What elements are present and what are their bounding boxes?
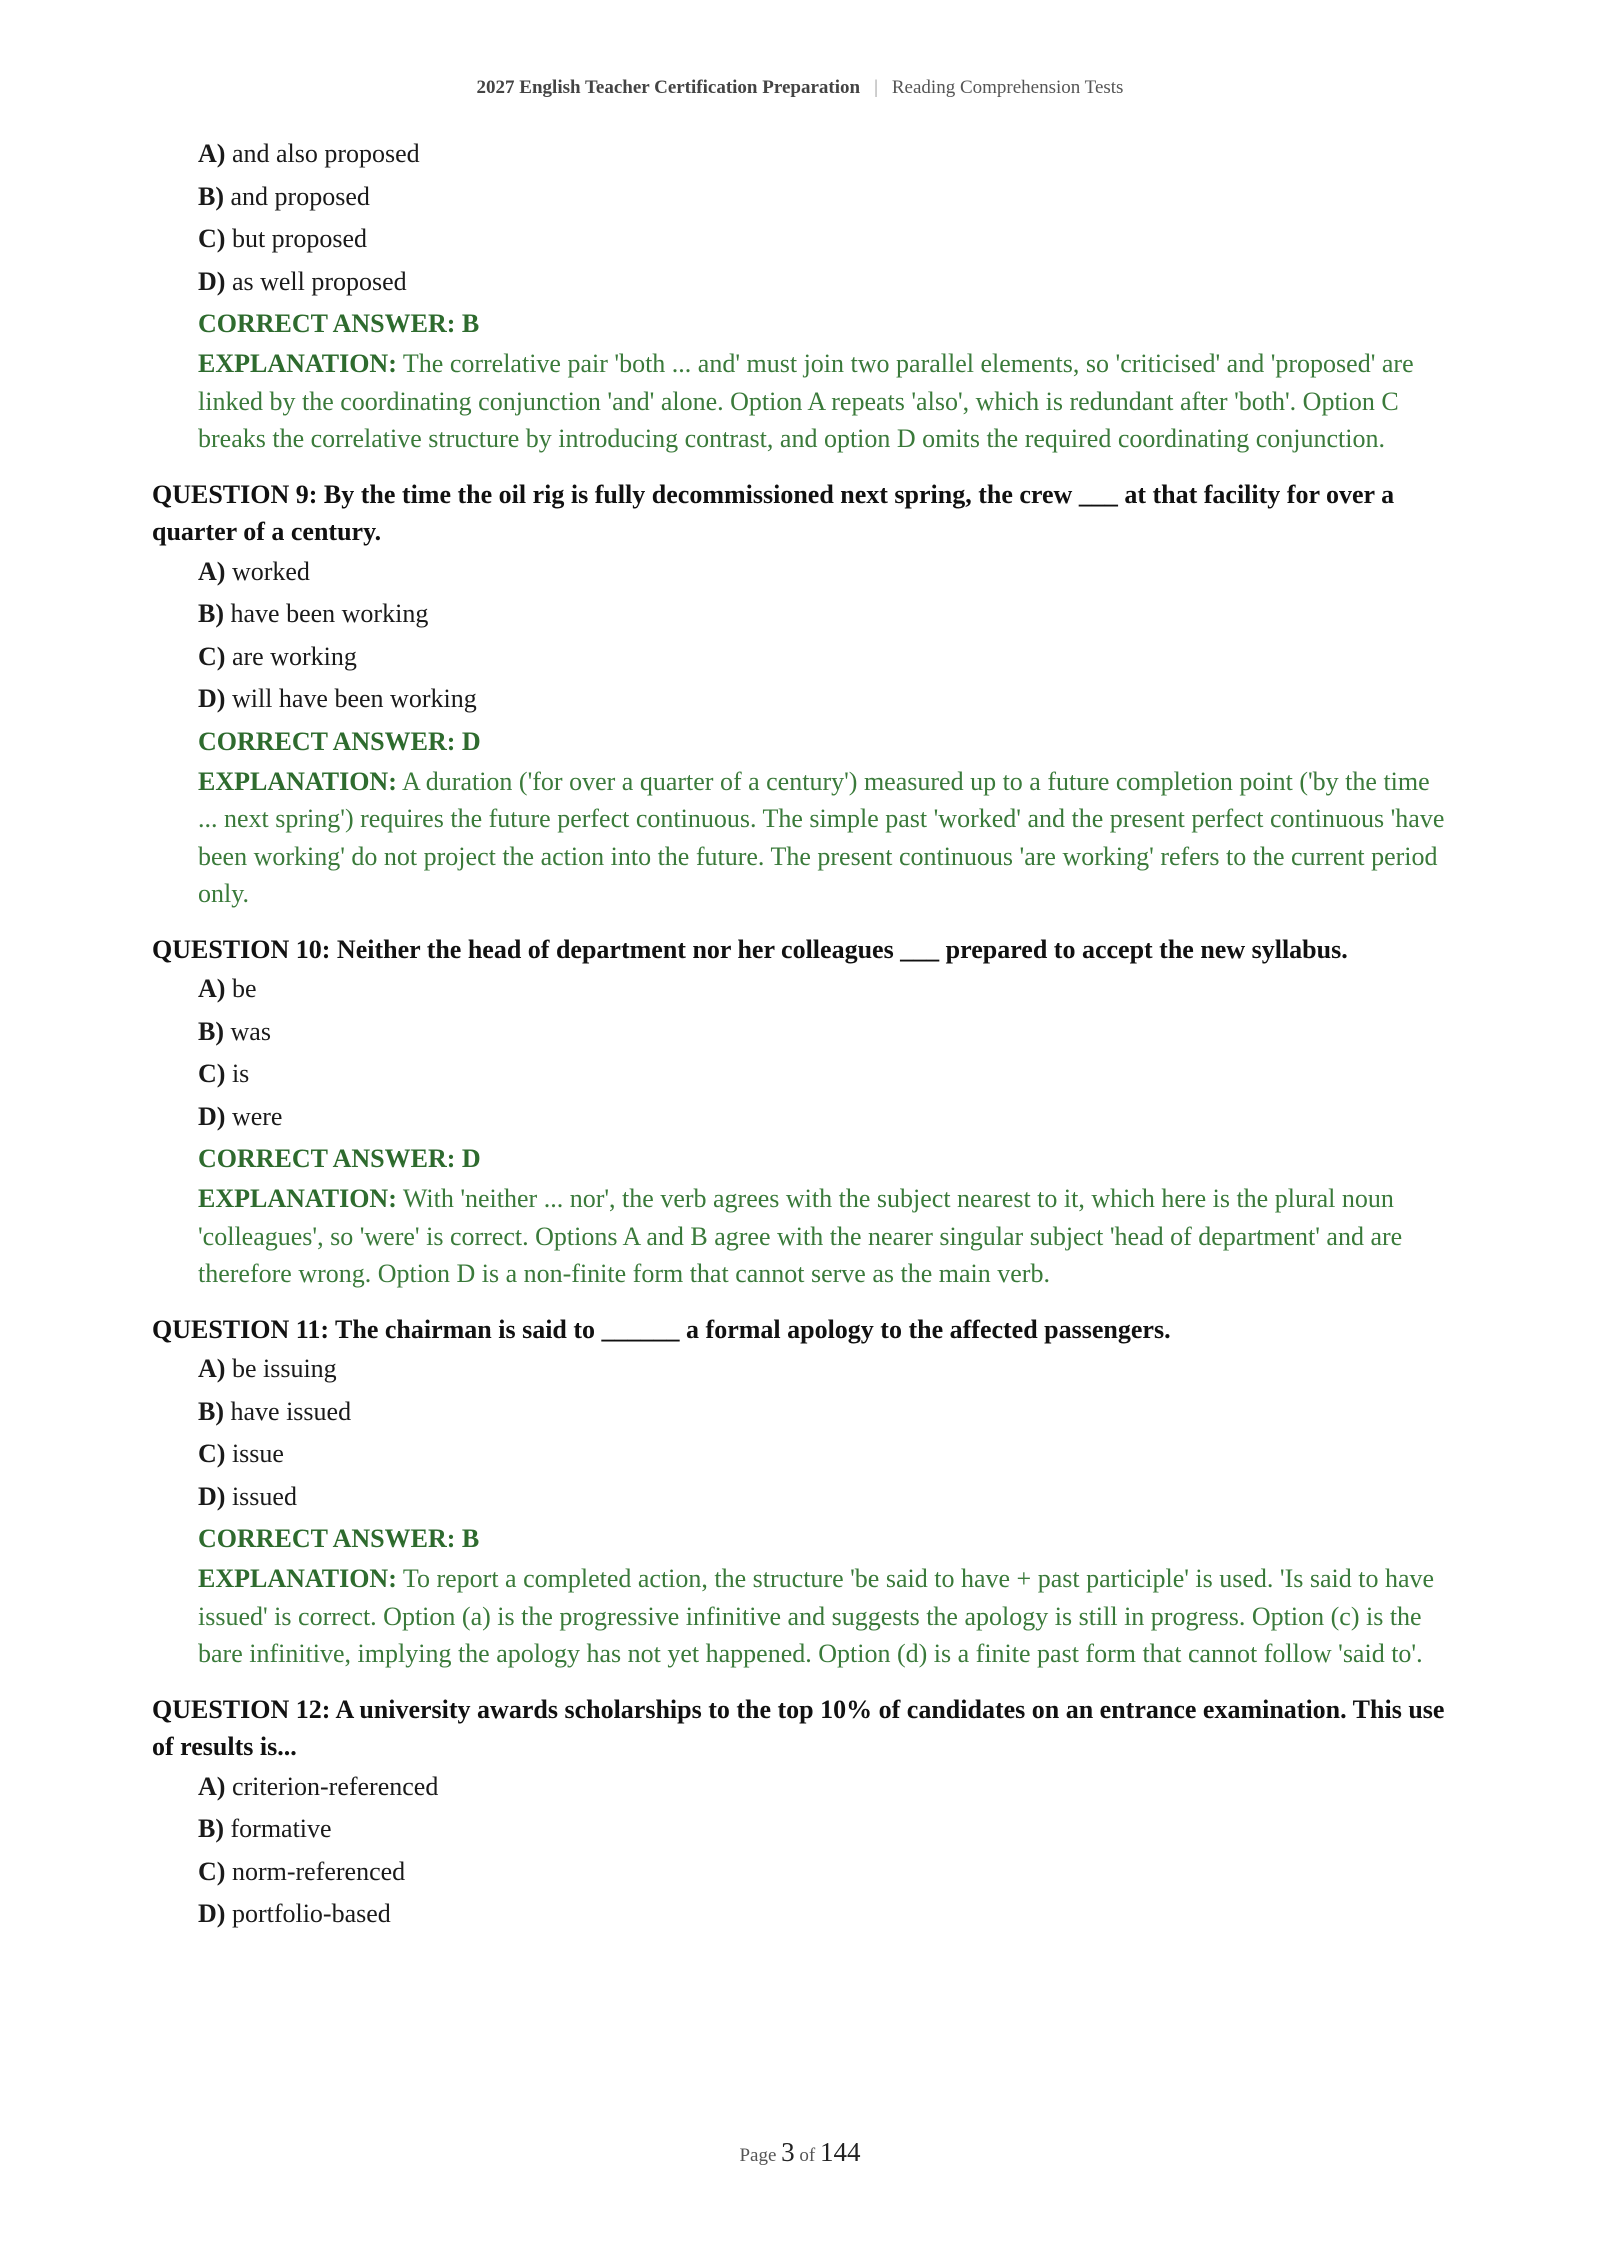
option-letter: C) xyxy=(198,224,226,253)
option-letter: A) xyxy=(198,139,226,168)
explanation-text: With 'neither ... nor', the verb agrees with the subject nearest to it, which here is the plural noun 'colleagues', so 'were' is correct. Options A and B agree with the nearer singular subject 'head of department' and are therefore wrong. Option D is a non-finite form that cannot serve as the main verb. xyxy=(198,1184,1403,1288)
explanation-text: To report a completed action, the structure 'be said to have + past participle' is used. 'Is said to have issued' is correct. Option (a) is the progressive infinitive and suggests the apology is still in progress. Option (c) is the bare infinitive, implying the apology has not yet happened. Option (d) is a finite past form that cannot follow 'said to'. xyxy=(198,1564,1435,1668)
answer-options xyxy=(152,133,1452,303)
option-text: worked xyxy=(231,556,310,586)
header-title: 2027 English Teacher Certification Preparation xyxy=(476,77,861,98)
answer-options xyxy=(152,1348,1452,1518)
option-text: issue xyxy=(231,1439,284,1468)
option-letter: D) xyxy=(198,1101,226,1131)
option-b xyxy=(198,1011,1452,1054)
option-d xyxy=(198,1476,1452,1519)
explanation-label: EXPLANATION: xyxy=(198,766,397,796)
question-10 xyxy=(152,931,1452,1293)
correct-answer: CORRECT ANSWER: B xyxy=(198,309,480,338)
option-text: are working xyxy=(231,641,357,671)
option-b xyxy=(198,1808,1452,1851)
option-d xyxy=(198,1096,1452,1139)
answer-options xyxy=(152,968,1452,1138)
option-a xyxy=(198,133,1452,176)
page-number: 3 xyxy=(781,2137,795,2167)
option-text: will have been working xyxy=(231,684,477,713)
option-letter: C) xyxy=(198,1059,226,1088)
option-text: norm-referenced xyxy=(231,1856,406,1886)
total-pages: 144 xyxy=(820,2137,861,2167)
page-label: Page xyxy=(739,2145,777,2166)
option-text: as well proposed xyxy=(231,266,407,296)
header-section: Reading Comprehension Tests xyxy=(891,77,1124,98)
option-d xyxy=(198,1893,1452,1936)
explanation-label: EXPLANATION: xyxy=(198,349,397,378)
option-a xyxy=(198,551,1452,594)
option-text: have been working xyxy=(230,599,429,628)
option-letter: A) xyxy=(198,974,226,1003)
option-letter: B) xyxy=(198,181,224,211)
option-letter: D) xyxy=(198,684,226,713)
option-text: and also proposed xyxy=(231,139,420,168)
option-c xyxy=(198,1851,1452,1894)
option-letter: D) xyxy=(198,266,226,296)
question-9 xyxy=(152,476,1452,913)
option-text: issued xyxy=(231,1481,297,1511)
correct-answer: CORRECT ANSWER: D xyxy=(198,726,481,756)
option-a xyxy=(198,968,1452,1011)
question-text: QUESTION 11: The chairman is said to ______ a formal apology to the affected passengers. xyxy=(152,1314,1171,1344)
question-11 xyxy=(152,1311,1452,1673)
answer-options xyxy=(152,1766,1452,1936)
explanation-text: The correlative pair 'both ... and' must join two parallel elements, so 'criticised' and 'proposed' are linked by the coordinating conjunction 'and' alone. Option A repeats 'also', which is redundant after 'both'. Option C breaks the correlative structure by introducing contrast, and option D omits the required coordinating conjunction. xyxy=(198,349,1414,453)
option-letter: A) xyxy=(198,1354,226,1383)
question-text: QUESTION 10: Neither the head of department nor her colleagues ___ prepared to accept the new syllabus. xyxy=(152,934,1348,964)
page-content xyxy=(152,133,1452,1936)
option-letter: D) xyxy=(198,1899,226,1928)
option-letter: C) xyxy=(198,1856,226,1886)
correct-answer: CORRECT ANSWER: B xyxy=(198,1524,480,1553)
option-letter: A) xyxy=(198,556,226,586)
option-letter: B) xyxy=(198,1396,224,1426)
question-8-continued xyxy=(152,133,1452,458)
answer-options xyxy=(152,551,1452,721)
option-letter: D) xyxy=(198,1481,226,1511)
option-text: portfolio-based xyxy=(231,1899,391,1928)
option-text: and proposed xyxy=(230,181,370,211)
option-b xyxy=(198,1391,1452,1434)
option-text: but proposed xyxy=(231,224,367,253)
correct-answer: CORRECT ANSWER: D xyxy=(198,1144,481,1173)
option-b xyxy=(198,176,1452,219)
explanation-label: EXPLANATION: xyxy=(198,1184,397,1213)
option-letter: B) xyxy=(198,1016,224,1046)
option-c xyxy=(198,218,1452,261)
option-c xyxy=(198,1433,1452,1476)
question-12 xyxy=(152,1691,1452,1936)
option-text: have issued xyxy=(230,1396,352,1426)
option-d xyxy=(198,678,1452,721)
option-letter: A) xyxy=(198,1771,226,1801)
running-header xyxy=(0,74,1600,102)
option-text: criterion-referenced xyxy=(231,1771,439,1801)
page-footer xyxy=(0,2136,1600,2172)
option-c xyxy=(198,1053,1452,1096)
option-letter: B) xyxy=(198,1814,224,1843)
option-b xyxy=(198,593,1452,636)
option-text: is xyxy=(231,1059,250,1088)
explanation xyxy=(152,345,1452,458)
explanation xyxy=(152,763,1452,913)
explanation-text: A duration ('for over a quarter of a century') measured up to a future completion point ('by the time ... next spring') requires the future perfect continuous. The simple past 'worked' and the present perfect continuous 'have been working' do not project the action into the future. The present continuous 'are working' refers to the current period only. xyxy=(198,766,1445,908)
question-text: QUESTION 9: By the time the oil rig is fully decommissioned next spring, the crew ___ at that facility for over a quarter of a century. xyxy=(152,479,1395,546)
option-text: be issuing xyxy=(231,1354,337,1383)
option-a xyxy=(198,1766,1452,1809)
explanation xyxy=(152,1180,1452,1293)
option-text: be xyxy=(231,974,257,1003)
option-letter: C) xyxy=(198,1439,226,1468)
option-letter: C) xyxy=(198,641,226,671)
option-text: formative xyxy=(230,1814,332,1843)
option-c xyxy=(198,636,1452,679)
question-text: QUESTION 12: A university awards scholarships to the top 10% of candidates on an entrance examination. This use of results is... xyxy=(152,1694,1445,1761)
explanation xyxy=(152,1560,1452,1673)
option-text: were xyxy=(231,1101,283,1131)
option-text: was xyxy=(230,1016,271,1046)
header-separator: | xyxy=(874,77,878,98)
of-label: of xyxy=(799,2145,816,2166)
option-letter: B) xyxy=(198,599,224,628)
option-a xyxy=(198,1348,1452,1391)
option-d xyxy=(198,261,1452,304)
explanation-label: EXPLANATION: xyxy=(198,1564,397,1593)
